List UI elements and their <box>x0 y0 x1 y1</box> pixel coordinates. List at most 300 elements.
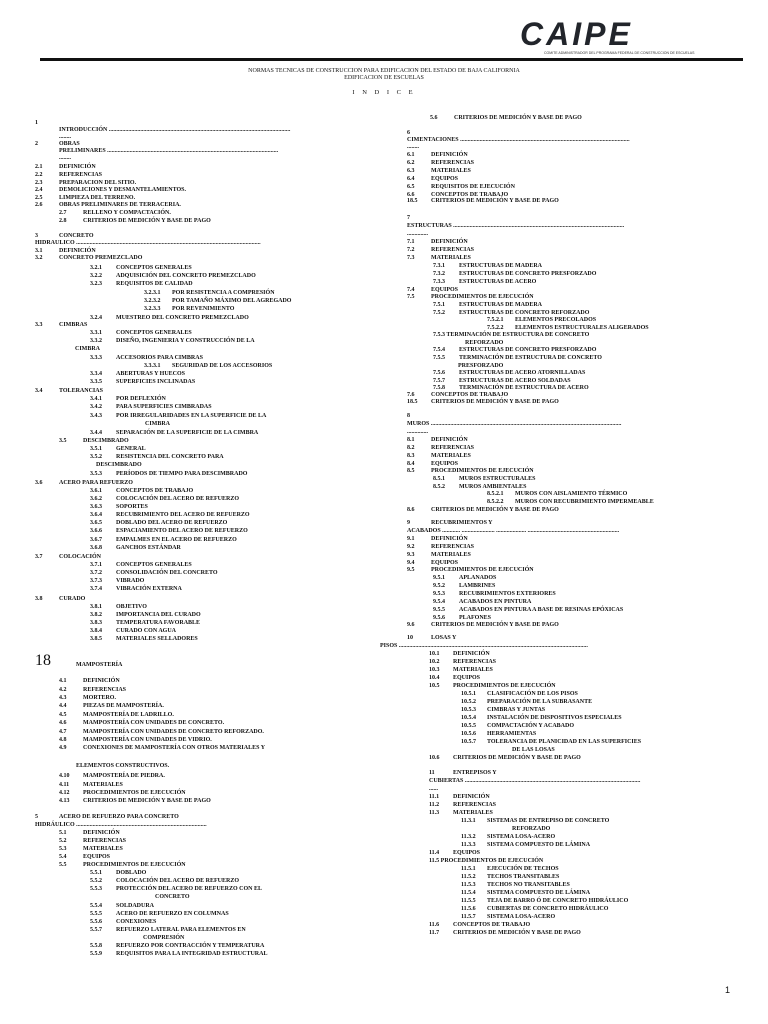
right-entry-number: 10.5.1 <box>461 691 476 697</box>
right-entry-number: 8.5.2.2 <box>487 499 504 505</box>
left-entry-number: 3.6.1 <box>90 488 102 494</box>
right-entry-label: CONCEPTOS DE TRABAJO <box>453 922 531 928</box>
left-entry-number: 5.3 <box>59 846 67 852</box>
right-entry-label: EQUIPOS <box>431 461 459 467</box>
right-entry-number: 7.3.2 <box>433 271 445 277</box>
left-entry-number: 3.8.3 <box>90 620 102 626</box>
left-entry-label: VIBRADO <box>116 578 145 584</box>
left-entry-number: 3.4.2 <box>90 404 102 410</box>
right-entry-label: PREPARACIÓN DE LA SUBRASANTE <box>487 699 593 705</box>
right-entry-label: DE LAS LOSAS <box>512 747 555 753</box>
left-entry-label: ACERO DE REFUERZO PARA CONCRETO <box>59 814 179 820</box>
left-entry-number: 3.6.4 <box>90 512 102 518</box>
left-entry-label: DESCIMBRADO <box>83 438 129 444</box>
left-entry-number: 2.3 <box>35 180 43 186</box>
left-entry-number: 3.5.3 <box>90 471 102 477</box>
left-entry-number: 3.3.1 <box>90 330 102 336</box>
left-entry-label: PRELIMINARES .................................................................................................................. <box>59 148 279 154</box>
left-entry-label: DISEÑO, INGENIERIA Y CONSTRUCCIÓN DE LA <box>116 338 255 344</box>
right-entry-number: 8.3 <box>407 453 415 459</box>
right-entry-number: 6.6 <box>407 192 415 198</box>
left-entry-number: 3.2.4 <box>90 315 102 321</box>
left-entry-label: MAMPOSTERÍA CON UNIDADES DE CONCRETO. <box>83 720 225 726</box>
left-entry-label: IMPORTANCIA DEL CURADO <box>116 612 201 618</box>
right-entry-number: 7.2 <box>407 247 415 253</box>
left-entry-label: CONCEPTOS DE TRABAJO <box>116 488 194 494</box>
left-entry-number: 2 <box>35 141 38 147</box>
left-entry-number: 2.8 <box>59 218 67 224</box>
right-entry-label: REFORZADO <box>465 340 504 346</box>
left-entry-number: 5.5.5 <box>90 911 102 917</box>
left-entry-label: PROCEDIMIENTOS DE EJECUCIÓN <box>83 862 186 868</box>
right-entry-label: APLANADOS <box>459 575 497 581</box>
left-entry-number: 5.5.3 <box>90 886 102 892</box>
right-entry-label: MUROS ............................................................................................................................... <box>407 421 622 427</box>
left-entry-label: MAMPOSTERÍA CON UNIDADES DE VIDRIO. <box>83 737 212 743</box>
left-entry-number: 5.5.7 <box>90 927 102 933</box>
left-entry-label: GANCHOS ESTÁNDAR <box>116 545 181 551</box>
left-entry-number: 5.5.9 <box>90 951 102 957</box>
left-entry-label: DOBLADO <box>116 870 147 876</box>
left-entry-number: 3.2.3 <box>90 281 102 287</box>
left-entry-number: 3.8.4 <box>90 628 102 634</box>
right-entry-number: 7.5.6 <box>433 370 445 376</box>
right-entry-number: 8.5.2 <box>433 484 445 490</box>
left-entry-number: 2.1 <box>35 164 43 170</box>
left-entry-number: 5.1 <box>59 830 67 836</box>
left-entry-label: INTRODUCCIÓN ......................................................................................................................... <box>59 127 291 133</box>
left-entry-label: MATERIALES SELLADORES <box>116 636 198 642</box>
left-entry-number: 4.9 <box>59 745 67 751</box>
right-entry-label: SISTEMA LOSA-ACERO <box>487 834 556 840</box>
left-entry-label: REFUERZO POR CONTRACCIÓN Y TEMPERATURA <box>116 943 265 949</box>
left-entry-number: 1 <box>35 120 38 126</box>
left-entry-number: 3.2.3.3 <box>144 306 161 312</box>
right-entry-label: SISTEMA LOSA-ACERO <box>487 914 556 920</box>
right-entry-label: DEFINICIÓN <box>431 536 468 542</box>
left-entry-label: ADQUISICIÓN DEL CONCRETO PREMEZCLADO <box>116 273 256 279</box>
right-entry-number: 8.5.1 <box>433 476 445 482</box>
left-entry-number: 3.8 <box>35 596 43 602</box>
right-entry-number: 7.5.2 <box>433 310 445 316</box>
right-entry-number: 7.5.8 <box>433 385 445 391</box>
left-entry-number: 3.2.3.1 <box>144 290 161 296</box>
left-entry-number: 3.2.2 <box>90 273 102 279</box>
right-entry-label: DEFINICIÓN <box>453 794 490 800</box>
right-entry-label: ACABADOS EN PINTURA A BASE DE RESINAS EPÓXICAS <box>459 607 624 613</box>
left-entry-number: 3.6.6 <box>90 528 102 534</box>
right-entry-label: SISTEMA COMPUESTO DE LÁMINA <box>487 890 591 896</box>
left-entry-label: REFERENCIAS <box>83 838 127 844</box>
right-entry-number: 7.5.4 <box>433 347 445 353</box>
left-entry-number: 3 <box>35 233 38 239</box>
left-entry-label: POR DEFLEXIÓN <box>116 396 166 402</box>
right-entry-number: 7.4 <box>407 287 415 293</box>
right-entry-label: REFERENCIAS <box>453 802 497 808</box>
right-entry-number: 8.4 <box>407 461 415 467</box>
right-entry-number: 8 <box>407 413 410 419</box>
left-entry-label: CONCEPTOS GENERALES <box>116 330 192 336</box>
left-entry-number: 3.4 <box>35 388 43 394</box>
left-entry-number: 3.7.3 <box>90 578 102 584</box>
right-entry-label: MATERIALES <box>453 810 493 816</box>
left-entry-number: 5.2 <box>59 838 67 844</box>
left-entry-label: CONEXIONES <box>116 919 157 925</box>
left-entry-label: CIMBRAS <box>59 322 88 328</box>
left-entry-number: 3.4.1 <box>90 396 102 402</box>
right-entry-label: MATERIALES <box>431 255 471 261</box>
left-entry-number: 3.3.4 <box>90 371 102 377</box>
left-entry-label: CRITERIOS DE MEDICIÓN Y BASE DE PAGO <box>83 218 211 224</box>
left-entry-label: DEFINICIÓN <box>59 248 96 254</box>
right-entry-number: 11.3 <box>429 810 440 816</box>
right-entry-number: 9.5 <box>407 567 415 573</box>
left-entry-number: 2.7 <box>59 210 67 216</box>
right-entry-label: DEFINICIÓN <box>431 437 468 443</box>
left-entry-label: COMPRESIÓN <box>143 935 185 941</box>
left-entry-number: 4.11 <box>59 782 70 788</box>
left-entry-label: ACERO DE REFUERZO EN COLUMNAS <box>116 911 229 917</box>
logo-subtitle: COMITE ADMINISTRADOR DEL PROGRAMA FEDERAL DE CONSTRUCCION DE ESCUELAS <box>544 51 695 55</box>
left-entry-label: OBJETIVO <box>116 604 147 610</box>
left-entry-label: PARA SUPERFICIES CIMBRADAS <box>116 404 212 410</box>
right-entry-number: 10.5.4 <box>461 715 476 721</box>
right-entry-label: CIMBRAS Y JUNTAS <box>487 707 546 713</box>
left-entry-number: 3.4.3 <box>90 413 102 419</box>
right-entry-number: 6.5 <box>407 184 415 190</box>
left-entry-label: RELLENO Y COMPACTACIÓN. <box>83 210 171 216</box>
right-entry-label: ESTRUCTURAS .................................................................................................................. <box>407 223 625 229</box>
left-entry-label: HIDRÁULICO ....................................................................................... <box>35 822 207 828</box>
right-entry-number: 10.5 <box>429 683 440 689</box>
right-entry-label: CRITERIOS DE MEDICIÓN Y BASE DE PAGO <box>431 399 559 405</box>
right-entry-label: LOSAS Y <box>431 635 457 641</box>
right-entry-label: EQUIPOS <box>453 675 481 681</box>
right-entry-number: 18.5 <box>407 198 418 204</box>
right-entry-label: ...... <box>429 786 438 792</box>
left-entry-number: 3.5 <box>59 438 67 444</box>
right-entry-number: 7.5.1 <box>433 302 445 308</box>
right-entry-number: 6 <box>407 130 410 136</box>
right-entry-label: PLAFONES <box>459 615 492 621</box>
left-entry-label: POR TAMAÑO MÁXIMO DEL AGREGADO <box>172 298 292 304</box>
right-entry-number: 8.5 <box>407 468 415 474</box>
right-entry-label: ESTRUCTURAS DE ACERO SOLDADAS <box>459 378 571 384</box>
right-entry-label: TECHOS NO TRANSITABLES <box>487 882 570 888</box>
right-entry-label: PROCEDIMIENTOS DE EJECUCIÓN <box>431 567 534 573</box>
left-entry-number: 3.6.5 <box>90 520 102 526</box>
right-entry-label: ESTRUCTURAS DE MADERA <box>459 263 543 269</box>
right-entry-label: EQUIPOS <box>431 560 459 566</box>
left-entry-number: 3.8.2 <box>90 612 102 618</box>
left-entry-number: 3.6.2 <box>90 496 102 502</box>
left-entry-number: 2.4 <box>35 187 43 193</box>
left-entry-number: 4.5 <box>59 712 67 718</box>
left-entry-label: PREPARACION DEL SITIO. <box>59 180 137 186</box>
left-entry-number: 4.10 <box>59 773 70 779</box>
right-entry-label: CRITERIOS DE MEDICIÓN Y BASE DE PAGO <box>453 755 581 761</box>
right-entry-label: MUROS CON AISLAMIENTO TÉRMICO <box>515 491 628 497</box>
right-entry-label: .............. <box>407 429 428 435</box>
right-entry-number: 10 <box>407 635 413 641</box>
right-entry-label: CIMENTACIONES ................................................................................................................. <box>407 137 630 143</box>
right-entry-number: 9.5.4 <box>433 599 445 605</box>
right-entry-label: CONCEPTOS DE TRABAJO <box>431 192 509 198</box>
right-entry-label: COMPACTACIÓN Y ACABADO <box>487 723 574 729</box>
left-entry-number: 4.3 <box>59 695 67 701</box>
right-entry-number: 7.1 <box>407 239 415 245</box>
right-entry-label: EQUIPOS <box>453 850 481 856</box>
left-entry-label: MAMPOSTERÍA DE LADRILLO. <box>83 712 174 718</box>
left-entry-number: 3.1 <box>35 248 43 254</box>
right-entry-label: CRITERIOS DE MEDICIÓN Y BASE DE PAGO <box>431 507 559 513</box>
right-entry-number: 7.3.1 <box>433 263 445 269</box>
left-entry-label: CIMBRA <box>145 421 170 427</box>
right-entry-label: PISOS .............................................................................................................................. <box>380 643 588 649</box>
left-entry-number: 2.6 <box>35 202 43 208</box>
right-entry-label: ESTRUCTURAS DE ACERO <box>459 279 537 285</box>
right-entry-number: 7.5.5 <box>433 355 445 361</box>
left-entry-label: MATERIALES <box>83 846 123 852</box>
left-entry-label: ACCESORIOS PARA CIMBRAS <box>116 355 203 361</box>
left-entry-label: GENERAL <box>116 446 146 452</box>
right-entry-label: INSTALACIÓN DE DISPOSITIVOS ESPECIALES <box>487 715 622 721</box>
left-entry-number: 5 <box>35 814 38 820</box>
right-entry-label: TECHOS TRANSITABLES <box>487 874 560 880</box>
left-entry-number: 5.4 <box>59 854 67 860</box>
right-entry-label: REQUISITOS DE EJECUCIÓN <box>431 184 515 190</box>
left-entry-number: 4.4 <box>59 703 67 709</box>
left-entry-number: 3.3.3.1 <box>144 363 161 369</box>
right-entry-label: REFERENCIAS <box>431 247 475 253</box>
left-entry-number: 3.6.3 <box>90 504 102 510</box>
left-entry-number: 3.6 <box>35 480 43 486</box>
right-entry-number: 8.2 <box>407 445 415 451</box>
right-entry-number: 10.1 <box>429 651 440 657</box>
left-entry-label: RESISTENCIA DEL CONCRETO PARA <box>116 454 224 460</box>
left-entry-label: ACERO PARA REFUERZO <box>59 480 133 486</box>
right-entry-label: 7.5.3 TERMINACIÓN DE ESTRUCTURA DE CONCRETO <box>433 332 590 338</box>
right-entry-label: ESTRUCTURAS DE MADERA <box>459 302 543 308</box>
right-entry-label: REFERENCIAS <box>453 659 497 665</box>
right-entry-number: 9.5.2 <box>433 583 445 589</box>
right-entry-label: MUROS CON RECUBRIMIENTO IMPERMEABLE <box>515 499 654 505</box>
left-entry-label: SOPORTES <box>116 504 148 510</box>
left-entry-label: TEMPERATURA FAVORABLE <box>116 620 201 626</box>
left-entry-number: 4.12 <box>59 790 70 796</box>
left-entry-number: 5.5.4 <box>90 903 102 909</box>
right-entry-label: ........ <box>407 144 419 150</box>
left-entry-number: 3.5.2 <box>90 454 102 460</box>
right-entry-number: 11.5.3 <box>461 882 476 888</box>
right-entry-label: SISTEMAS DE ENTREPISO DE CONCRETO <box>487 818 610 824</box>
left-entry-number: 4.6 <box>59 720 67 726</box>
left-entry-number: 3.7.4 <box>90 586 102 592</box>
right-entry-label: CRITERIOS DE MEDICIÓN Y BASE DE PAGO <box>431 198 559 204</box>
right-entry-number: 11.5.4 <box>461 890 476 896</box>
right-entry-number: 10.5.6 <box>461 731 476 737</box>
right-entry-label: ELEMENTOS PRECOLADOS <box>515 317 597 323</box>
left-entry-label: SEGURIDAD DE LOS ACCESORIOS <box>172 363 273 369</box>
right-entry-label: 11.5 PROCEDIMIENTOS DE EJECUCIÓN <box>429 858 544 864</box>
left-entry-label: DEFINICIÓN <box>83 678 120 684</box>
right-entry-label: CUBIERTAS ..................................................................................................................... <box>429 778 641 784</box>
left-entry-number: 3.5.1 <box>90 446 102 452</box>
right-entry-number: 9.4 <box>407 560 415 566</box>
left-entry-number: 2.5 <box>35 195 43 201</box>
right-entry-label: CUBIERTAS DE CONCRETO HIDRÁULICO <box>487 906 609 912</box>
right-entry-number: 8.6 <box>407 507 415 513</box>
left-entry-label: RECUBRIMIENTO DEL ACERO DE REFUERZO <box>116 512 250 518</box>
left-entry-number: 3.8.1 <box>90 604 102 610</box>
left-entry-number: 5.5.1 <box>90 870 102 876</box>
left-entry-number: 3.3.2 <box>90 338 102 344</box>
left-entry-label: REFERENCIAS <box>83 687 127 693</box>
document-subtitle: EDIFICACION DE ESCUELAS <box>344 75 424 81</box>
right-entry-label: TEJA DE BARRO Ó DE CONCRETO HIDRÁULICO <box>487 898 629 904</box>
right-entry-label: CRITERIOS DE MEDICIÓN Y BASE DE PAGO <box>431 622 559 628</box>
right-entry-label: MATERIALES <box>431 168 471 174</box>
left-entry-label: CONCRETO <box>59 233 94 239</box>
right-entry-label: CLASIFICACIÓN DE LOS PISOS <box>487 691 578 697</box>
left-entry-label: VIBRACIÓN EXTERNA <box>116 586 182 592</box>
left-entry-label: OBRAS <box>59 141 80 147</box>
right-entry-number: 7.3 <box>407 255 415 261</box>
right-entry-label: MATERIALES <box>453 667 493 673</box>
left-entry-label: CIMBRA <box>75 346 100 352</box>
left-entry-label: OBRAS PRELIMINARES DE TERRACERIA. <box>59 202 181 208</box>
logo-wordmark: CAIPE <box>520 16 633 52</box>
right-entry-number: 10.4 <box>429 675 440 681</box>
right-entry-number: 11.2 <box>429 802 440 808</box>
right-entry-number: 11.5.7 <box>461 914 476 920</box>
left-entry-number: 3.4.4 <box>90 430 102 436</box>
right-entry-label: CRITERIOS DE MEDICIÓN Y BASE DE PAGO <box>453 930 581 936</box>
right-entry-number: 6.1 <box>407 152 415 158</box>
right-entry-number: 11.3.2 <box>461 834 476 840</box>
right-entry-number: 10.2 <box>429 659 440 665</box>
left-entry-label: CONCEPTOS GENERALES <box>116 265 192 271</box>
right-entry-number: 10.3 <box>429 667 440 673</box>
right-entry-number: 7 <box>407 215 410 221</box>
left-entry-label: LIMPIEZA DEL TERRENO. <box>59 195 136 201</box>
right-entry-number: 11.4 <box>429 850 440 856</box>
right-entry-number: 9.5.1 <box>433 575 445 581</box>
right-entry-number: 10.5.7 <box>461 739 476 745</box>
left-entry-label: ........ <box>59 155 71 161</box>
right-entry-label: DEFINICIÓN <box>431 239 468 245</box>
right-entry-number: 11.3.1 <box>461 818 476 824</box>
left-entry-number: 4.13 <box>59 798 70 804</box>
right-entry-label: ELEMENTOS ESTRUCTURALES ALIGERADOS <box>515 325 649 331</box>
right-entry-label: PROCEDIMIENTOS DE EJECUCIÓN <box>453 683 556 689</box>
left-entry-label: MAMPOSTERÍA DE PIEDRA. <box>83 773 165 779</box>
right-entry-label: EQUIPOS <box>431 287 459 293</box>
right-entry-label: DEFINICIÓN <box>431 152 468 158</box>
right-entry-label: HERRAMIENTAS <box>487 731 537 737</box>
right-entry-number: 11.5.1 <box>461 866 476 872</box>
left-entry-label: CONCEPTOS GENERALES <box>116 562 192 568</box>
left-entry-label: DEMOLICIONES Y DESMANTELAMIENTOS. <box>59 187 186 193</box>
right-entry-number: 10.5.2 <box>461 699 476 705</box>
right-entry-number: 7.5 <box>407 294 415 300</box>
right-entry-label: EQUIPOS <box>431 176 459 182</box>
right-entry-number: 10.5.5 <box>461 723 476 729</box>
right-entry-number: 9.5.6 <box>433 615 445 621</box>
left-entry-number: 3.7 <box>35 554 43 560</box>
right-entry-label: PROCEDIMIENTOS DE EJECUCIÓN <box>431 468 534 474</box>
right-entry-number: 11 <box>429 770 435 776</box>
right-entry-label: ESTRUCTURAS DE CONCRETO REFORZADO <box>459 310 590 316</box>
left-entry-number: 3.8.5 <box>90 636 102 642</box>
right-entry-label: .............. <box>407 231 428 237</box>
left-entry-label: DESCIMBRADO <box>96 462 142 468</box>
left-entry-label: PIEZAS DE MAMPOSTERÍA. <box>83 703 164 709</box>
right-entry-number: 18.5 <box>407 399 418 405</box>
right-entry-number: 10.5.3 <box>461 707 476 713</box>
left-entry-label: CONCRETO <box>155 894 190 900</box>
left-entry-number: 3.6.7 <box>90 537 102 543</box>
left-entry-label: MUESTREO DEL CONCRETO PREMEZCLADO <box>116 315 249 321</box>
left-entry-number: 2.2 <box>35 172 43 178</box>
section-number-18: 18 <box>35 652 51 669</box>
left-entry-label: HIDRAULICO ........................................................................................................................... <box>35 240 261 246</box>
left-entry-number: 3.2.3.2 <box>144 298 161 304</box>
right-entry-label: ACABADOS ............ ...................... .................... ............................................................. <box>407 528 620 534</box>
right-entry-number: 7.5.7 <box>433 378 445 384</box>
left-entry-number: 3.6.8 <box>90 545 102 551</box>
right-entry-label: TERMINACIÓN DE ESTRUCTURA DE ACERO <box>459 385 589 391</box>
left-entry-label: COLOCACIÓN <box>59 554 102 560</box>
left-entry-number: 5.5.2 <box>90 878 102 884</box>
left-entry-label: MAMPOSTERÍA CON UNIDADES DE CONCRETO REFORZADO. <box>83 729 264 735</box>
right-entry-number: 10.6 <box>429 755 440 761</box>
left-entry-number: 5.5.6 <box>90 919 102 925</box>
left-entry-label: EMPALMES EN EL ACERO DE REFUERZO <box>116 537 237 543</box>
right-entry-label: CRITERIOS DE MEDICIÓN Y BASE DE PAGO <box>454 115 582 121</box>
left-entry-number: 3.2.1 <box>90 265 102 271</box>
right-entry-number: 7.6 <box>407 392 415 398</box>
left-entry-label: MORTERO. <box>83 695 116 701</box>
left-entry-label: ELEMENTOS CONSTRUCTIVOS. <box>76 763 170 769</box>
right-entry-number: 6.2 <box>407 160 415 166</box>
left-entry-number: 5.5.8 <box>90 943 102 949</box>
left-entry-label: DEFINICIÓN <box>59 164 96 170</box>
left-entry-label: REQUISITOS PARA LA INTEGRIDAD ESTRUCTURAL <box>116 951 268 957</box>
left-entry-label: TOLERANCIAS <box>59 388 103 394</box>
right-entry-number: 11.5.6 <box>461 906 476 912</box>
left-entry-label: POR IRREGULARIDADES EN LA SUPERFICIE DE LA <box>116 413 267 419</box>
left-entry-label: COLOCACIÓN DEL ACERO DE REFUERZO <box>116 496 240 502</box>
left-entry-label: PERÍODOS DE TIEMPO PARA DESCIMBRADO <box>116 471 248 477</box>
right-entry-label: ESTRUCTURAS DE ACERO ATORNILLADAS <box>459 370 586 376</box>
right-entry-label: MATERIALES <box>431 453 471 459</box>
right-entry-number: 11.6 <box>429 922 440 928</box>
right-entry-label: REFERENCIAS <box>431 445 475 451</box>
right-entry-number: 9.5.3 <box>433 591 445 597</box>
left-entry-label: COLOCACIÓN DEL ACERO DE REFUERZO <box>116 878 240 884</box>
left-entry-label: SOLDADURA <box>116 903 155 909</box>
left-entry-label: DOBLADO DEL ACERO DE REFUERZO <box>116 520 228 526</box>
left-entry-label: ABERTURAS Y HUECOS <box>116 371 186 377</box>
right-entry-number: 8.1 <box>407 437 415 443</box>
right-entry-label: REFERENCIAS <box>431 544 475 550</box>
left-entry-label: REFERENCIAS <box>59 172 103 178</box>
right-entry-label: MUROS AMBIENTALES <box>459 484 527 490</box>
right-entry-number: 11.7 <box>429 930 440 936</box>
left-entry-number: 3.3.3 <box>90 355 102 361</box>
right-entry-label: SISTEMA COMPUESTO DE LÁMINA <box>487 842 591 848</box>
